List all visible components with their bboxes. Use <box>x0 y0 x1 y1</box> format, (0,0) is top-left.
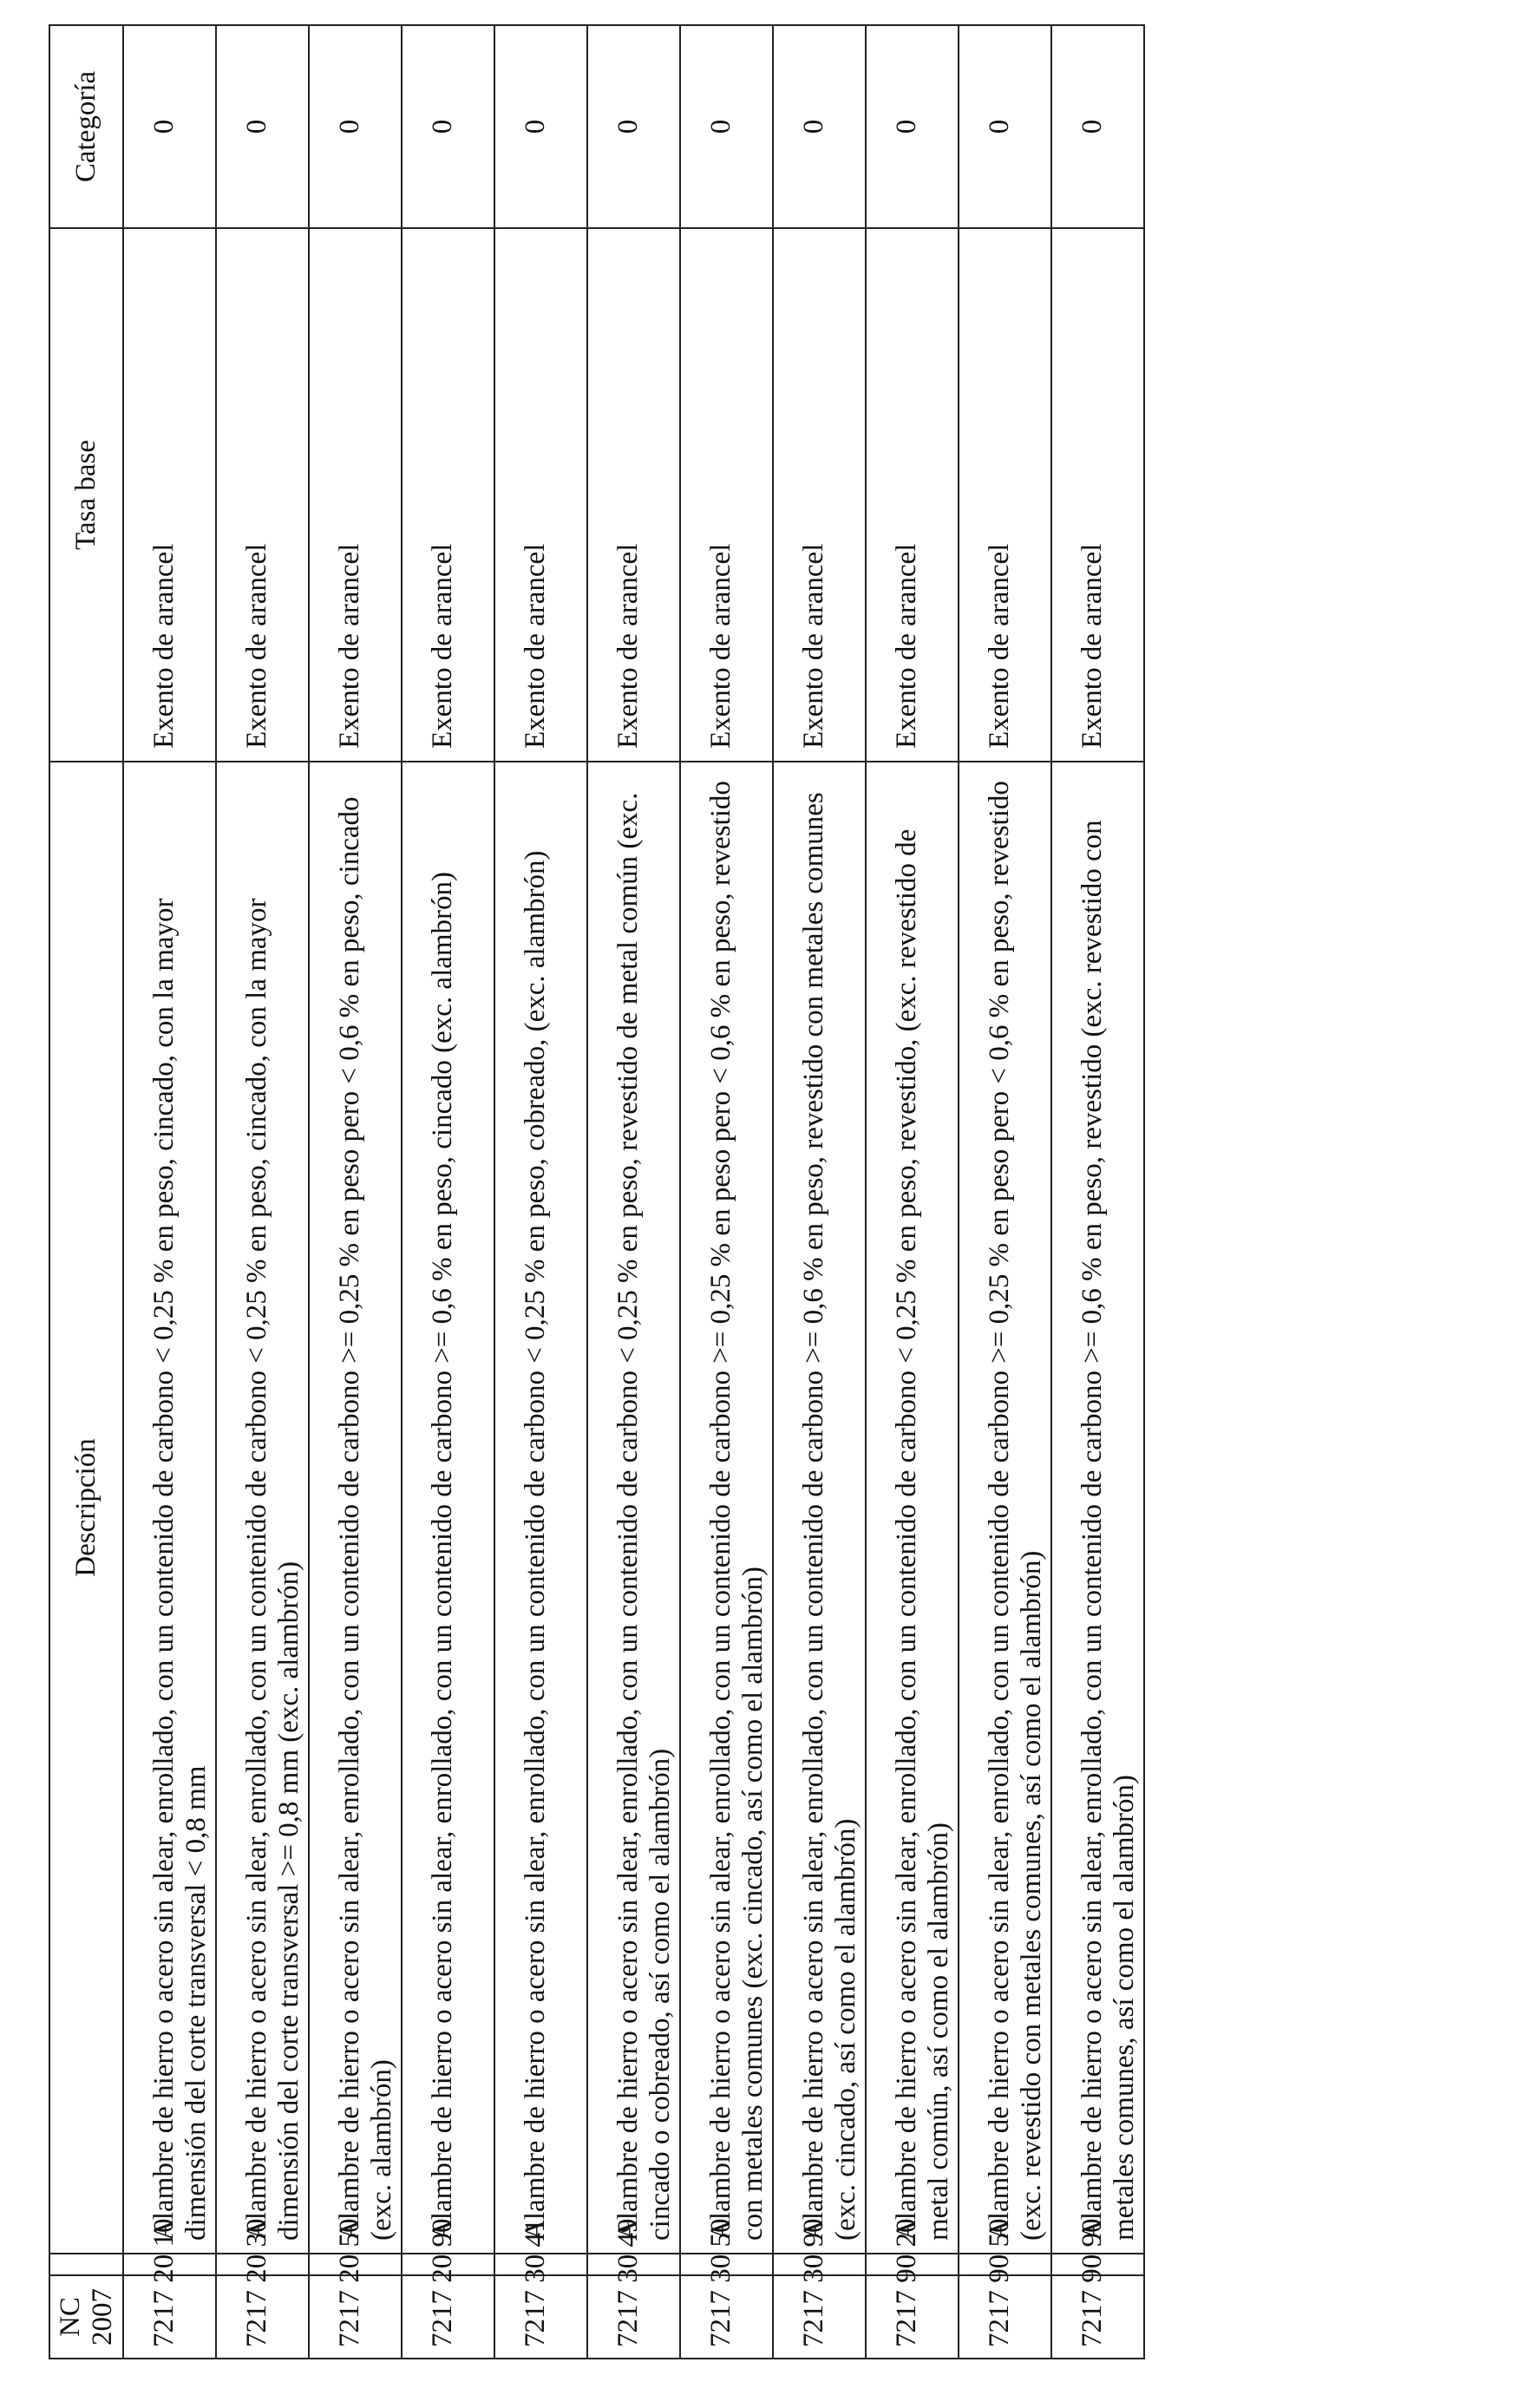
row-category: 0 <box>309 25 402 228</box>
table-row <box>402 25 494 2359</box>
row-code: 7217 90 90 <box>1051 2275 1144 2359</box>
row-description: Alambre de hierro o acero sin alear, enrollado, con un contenido de carbono < 0,25 % en peso, revestido de metal común (exc. cincado o cobreado, así como el alambrón) <box>587 762 680 2254</box>
row-base-rate: Exento de arancel <box>866 228 959 762</box>
row-description: Alambre de hierro o acero sin alear, enrollado, con un contenido de carbono < 0,25 % en peso, revestido, (exc. revestido de metal común, así como el alambrón) <box>866 762 959 2254</box>
row-category: 0 <box>494 25 587 228</box>
row-code: 7217 30 49 <box>587 2275 680 2359</box>
header-code: NC 2007 <box>49 2275 123 2359</box>
row-base-rate: Exento de arancel <box>309 228 402 762</box>
header-category: Categoría <box>49 25 123 228</box>
table-row <box>587 25 680 2359</box>
row-base-rate: Exento de arancel <box>402 228 494 762</box>
row-code: 7217 20 10 <box>123 2275 216 2359</box>
row-description: Alambre de hierro o acero sin alear, enrollado, con un contenido de carbono >= 0,25 % en peso pero < 0,6 % en peso, revestido con metales comunes (exc. cincado, así como el alambrón) <box>680 762 773 2254</box>
table-row <box>123 25 216 2359</box>
row-category: 0 <box>866 25 959 228</box>
row-code: 7217 90 20 <box>866 2275 959 2359</box>
row-base-rate: Exento de arancel <box>216 228 309 762</box>
row-code: 7217 90 50 <box>959 2275 1051 2359</box>
row-description: Alambre de hierro o acero sin alear, enrollado, con un contenido de carbono >= 0,6 % en peso, revestido (exc. revestido con metales comunes, así como el alambrón) <box>1051 762 1144 2254</box>
table-row <box>680 25 773 2359</box>
row-description: Alambre de hierro o acero sin alear, enrollado, con un contenido de carbono >= 0,6 % en peso, cincado (exc. alambrón) <box>402 762 494 2254</box>
row-description: Alambre de hierro o acero sin alear, enrollado, con un contenido de carbono < 0,25 % en peso, cobreado, (exc. alambrón) <box>494 762 587 2254</box>
table-row <box>216 25 309 2359</box>
row-code: 7217 20 50 <box>309 2275 402 2359</box>
tariff-table <box>49 24 1145 2359</box>
row-base-rate: Exento de arancel <box>587 228 680 762</box>
rotated-table-container <box>49 26 1150 2359</box>
header-base-rate: Tasa base <box>49 228 123 762</box>
table-row <box>773 25 866 2359</box>
row-category: 0 <box>773 25 866 228</box>
row-category: 0 <box>216 25 309 228</box>
row-description: Alambre de hierro o acero sin alear, enrollado, con un contenido de carbono >= 0,6 % en peso, revestido con metales comunes (exc. cincado, así como el alambrón) <box>773 762 866 2254</box>
row-base-rate: Exento de arancel <box>494 228 587 762</box>
table-row <box>309 25 402 2359</box>
row-description: Alambre de hierro o acero sin alear, enrollado, con un contenido de carbono >= 0,25 % en peso pero < 0,6 % en peso, revestido (exc. revestido con metales comunes, así como el alambrón) <box>959 762 1051 2254</box>
row-base-rate: Exento de arancel <box>773 228 866 762</box>
row-category: 0 <box>1051 25 1144 228</box>
row-category: 0 <box>123 25 216 228</box>
row-category: 0 <box>402 25 494 228</box>
header-description: Descripción <box>49 762 123 2254</box>
table-row <box>866 25 959 2359</box>
header-spacer <box>49 2254 123 2275</box>
row-base-rate: Exento de arancel <box>959 228 1051 762</box>
row-description: Alambre de hierro o acero sin alear, enrollado, con un contenido de carbono < 0,25 % en peso, cincado, con la mayor dimensión del corte transversal < 0,8 mm <box>123 762 216 2254</box>
row-code: 7217 30 41 <box>494 2275 587 2359</box>
row-category: 0 <box>959 25 1051 228</box>
table-row <box>494 25 587 2359</box>
row-description: Alambre de hierro o acero sin alear, enrollado, con un contenido de carbono >= 0,25 % en peso pero < 0,6 % en peso, cincado (exc. alambrón) <box>309 762 402 2254</box>
row-code: 7217 30 90 <box>773 2275 866 2359</box>
table-row <box>959 25 1051 2359</box>
row-base-rate: Exento de arancel <box>680 228 773 762</box>
row-base-rate: Exento de arancel <box>1051 228 1144 762</box>
table-row <box>1051 25 1144 2359</box>
header-row <box>49 25 123 2359</box>
row-base-rate: Exento de arancel <box>123 228 216 762</box>
row-category: 0 <box>587 25 680 228</box>
row-code: 7217 30 50 <box>680 2275 773 2359</box>
row-description: Alambre de hierro o acero sin alear, enrollado, con un contenido de carbono < 0,25 % en peso, cincado, con la mayor dimensión del corte transversal >= 0,8 mm (exc. alambrón) <box>216 762 309 2254</box>
row-code: 7217 20 90 <box>402 2275 494 2359</box>
row-category: 0 <box>680 25 773 228</box>
row-code: 7217 20 30 <box>216 2275 309 2359</box>
